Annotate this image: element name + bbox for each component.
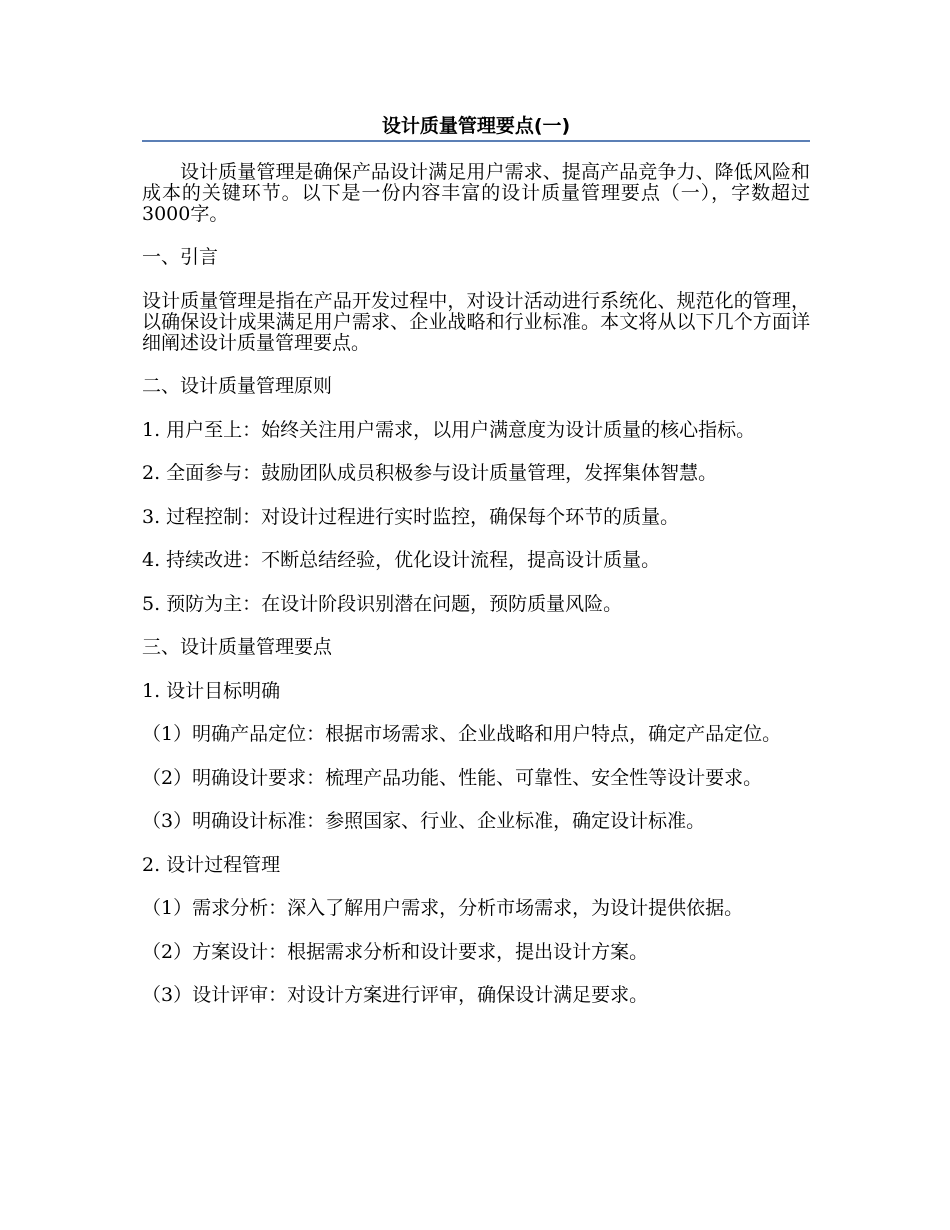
principle-item-2: 2. 全面参与：鼓励团队成员积极参与设计质量管理，发挥集体智慧。 <box>142 462 718 484</box>
principle-item-1: 1. 用户至上：始终关注用户需求，以用户满意度为设计质量的核心指标。 <box>142 419 756 441</box>
design-goal-item-2: （2）明确设计要求：梳理产品功能、性能、可靠性、安全性等设计要求。 <box>142 767 763 789</box>
section-heading-key-points: 三、设计质量管理要点 <box>142 636 333 658</box>
section-heading-principles: 二、设计质量管理原则 <box>142 375 333 397</box>
title-underline <box>142 140 810 142</box>
process-item-3: （3）设计评审：对设计方案进行评审，确保设计满足要求。 <box>142 984 649 1006</box>
subsection-heading-design-goals: 1. 设计目标明确 <box>142 680 281 702</box>
principle-item-4: 4. 持续改进：不断总结经验，优化设计流程，提高设计质量。 <box>142 549 661 571</box>
process-item-1: （1）需求分析：深入了解用户需求，分析市场需求，为设计提供依据。 <box>142 897 744 919</box>
design-goal-item-1: （1）明确产品定位：根据市场需求、企业战略和用户特点，确定产品定位。 <box>142 723 782 745</box>
section-heading-introduction: 一、引言 <box>142 246 219 268</box>
introduction-paragraph: 设计质量管理是指在产品开发过程中，对设计活动进行系统化、规范化的管理，以确保设计成果满足用户需求、企业战略和行业标准。本文将从以下几个方面详细阐述设计质量管理要点。 <box>142 290 810 354</box>
document-title: 设计质量管理要点(一) <box>381 115 571 137</box>
subsection-heading-process-management: 2. 设计过程管理 <box>142 854 281 876</box>
principle-item-5: 5. 预防为主：在设计阶段识别潜在问题，预防质量风险。 <box>142 593 623 615</box>
document-body <box>142 162 810 1006</box>
intro-paragraph: 设计质量管理是确保产品设计满足用户需求、提高产品竞争力、降低风险和成本的关键环节。以下是一份内容丰富的设计质量管理要点（一），字数超过3000字。 <box>142 161 810 225</box>
design-goal-item-3: （3）明确设计标准：参照国家、行业、企业标准，确定设计标准。 <box>142 810 706 832</box>
process-item-2: （2）方案设计：根据需求分析和设计要求，提出设计方案。 <box>142 941 649 963</box>
principle-item-3: 3. 过程控制：对设计过程进行实时监控，确保每个环节的质量。 <box>142 506 680 528</box>
